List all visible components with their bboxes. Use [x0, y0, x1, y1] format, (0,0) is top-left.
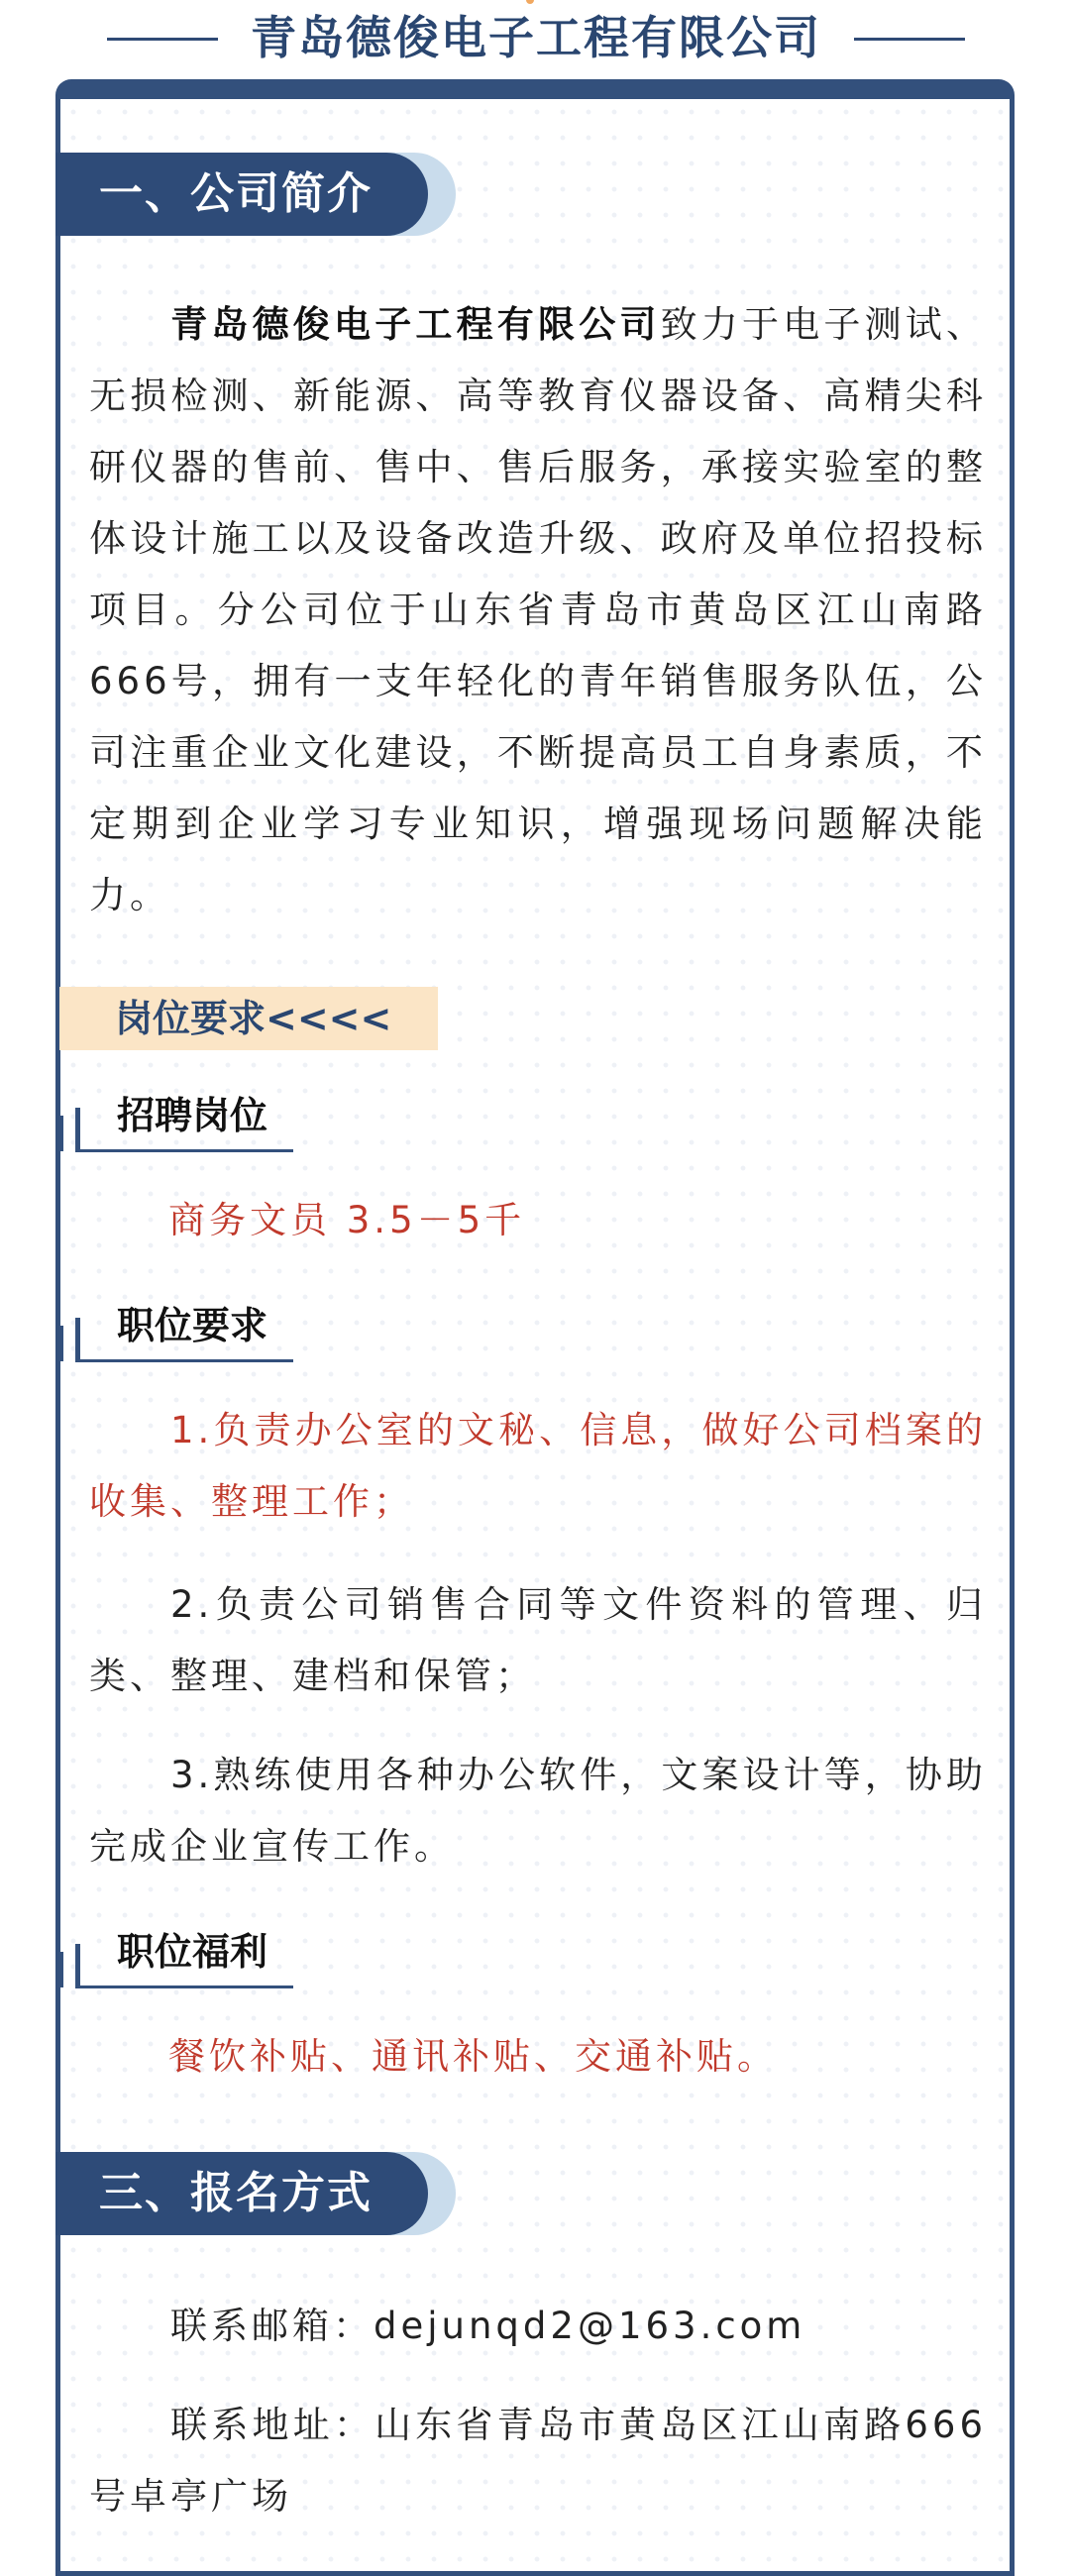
contact-email-text: 联系邮箱：dejunqd2@163.com [170, 2305, 806, 2347]
subheading-label: 职位要求 [117, 1304, 268, 1347]
contact-address [89, 2390, 987, 2532]
duty-text: 3.熟练使用各种办公软件，文案设计等，协助完成企业宣传工作。 [89, 1754, 987, 1868]
company-intro-text: 致力于电子测试、无损检测、新能源、高等教育仪器设备、高精尖科研仪器的售前、售中、售后服务，承接实验室的整体设计施工以及设备改造升级、政府及单位招投标项目。分公司位于山东省青岛市黄岛区江山南路666号，拥有一支年轻化的青年销售服务队伍，公司注重企业文化建设，不断提高员工自身素质，不定期到企业学习专业知识，增强现场问题解决能力。 [89, 303, 988, 916]
duty-text: 1.负责办公室的文秘、信息，做好公司档案的收集、整理工作； [89, 1409, 987, 1523]
company-intro [89, 289, 987, 931]
contact-address-text: 联系地址：山东省青岛市黄岛区江山南路666号卓亭广场 [89, 2404, 987, 2518]
subheading-bar [75, 1108, 80, 1151]
title-rule-left [107, 38, 218, 41]
subheading-underline [75, 1149, 293, 1152]
contact-email [89, 2291, 987, 2362]
duty-item [89, 1740, 987, 1882]
position-value: 商务文员 3.5－5千 [168, 1199, 526, 1241]
subheading-label: 招聘岗位 [117, 1094, 268, 1137]
subheading-bar [75, 1944, 80, 1987]
subheading-position [55, 1088, 293, 1149]
subheading-duties [55, 1298, 293, 1359]
duty-item [89, 1569, 987, 1712]
subheading-underline [75, 1986, 293, 1988]
section-title: 一、公司简介 [55, 153, 428, 236]
title-rule-right [854, 38, 965, 41]
duty-item [89, 1395, 987, 1538]
duty-text: 2.负责公司销售合同等文件资料的管理、归类、整理、建档和保管； [89, 1583, 987, 1697]
section-title: 三、报名方式 [55, 2152, 428, 2235]
subheading-bar [75, 1318, 80, 1361]
subheading-label: 职位福利 [117, 1930, 268, 1974]
subheading-bar [55, 1326, 63, 1361]
subheading-bar [55, 1952, 63, 1987]
company-name: 青岛德俊电子工程有限公司 [170, 303, 661, 346]
subheading-benefits [55, 1924, 293, 1986]
subheading-underline [75, 1359, 293, 1362]
requirements-banner: 岗位要求<<<< [59, 987, 438, 1050]
subheading-bar [55, 1116, 63, 1151]
top-title-row [0, 0, 1070, 77]
decorative-dot [526, 0, 534, 4]
page-title: 青岛德俊电子工程有限公司 [251, 11, 821, 64]
benefits-text: 餐饮补贴、通讯补贴、交通补贴。 [168, 2035, 778, 2078]
